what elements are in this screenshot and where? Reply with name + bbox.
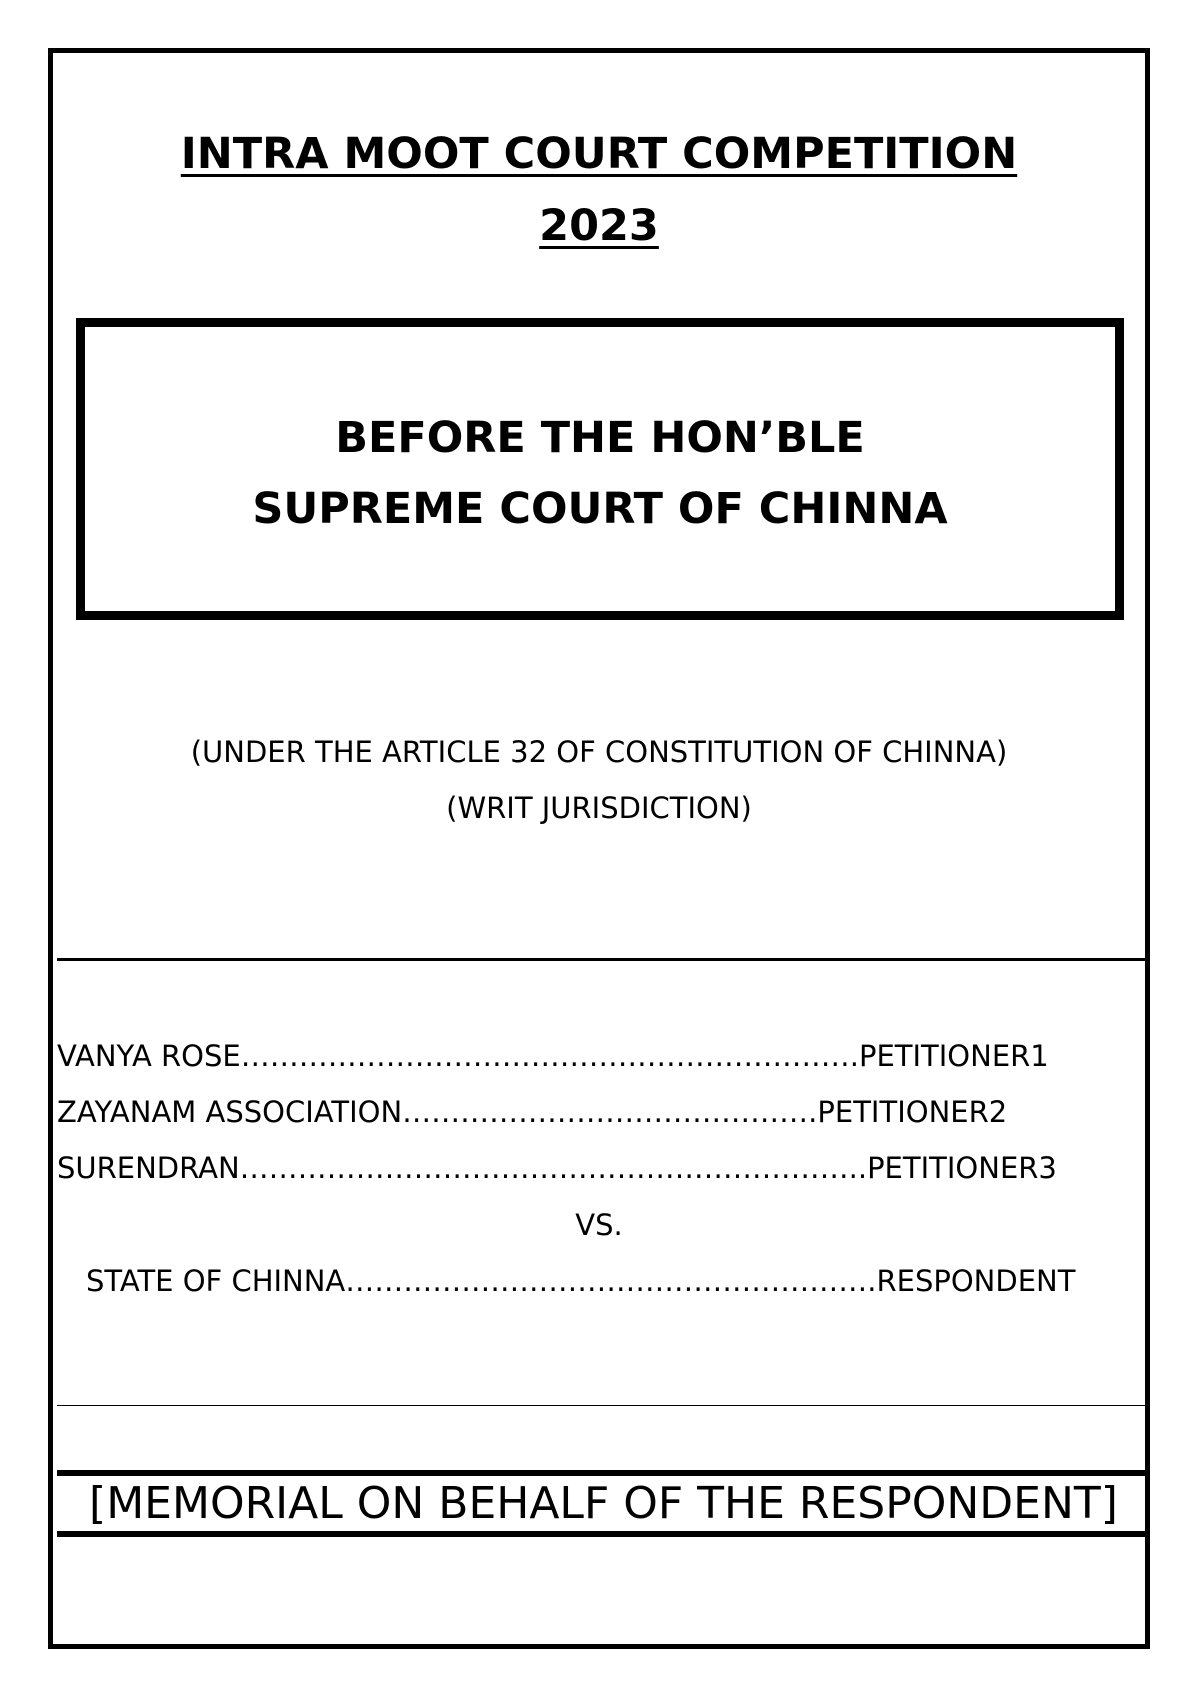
page-border <box>48 48 1150 1649</box>
memorial-label: [MEMORIAL ON BEHALF OF THE RESPONDENT] <box>89 1478 1118 1529</box>
jurisdiction-article: (UNDER THE ARTICLE 32 OF CONSTITUTION OF CHINNA) <box>190 735 1008 769</box>
court-box <box>76 318 1124 620</box>
memorial-bottom-rule <box>57 1531 1150 1537</box>
petitioner-3: SURENDRAN………………………………………………………..PETITIONER3 <box>57 1151 1057 1185</box>
petitioner-2: ZAYANAM ASSOCIATION…………………………………….PETITIONER2 <box>57 1095 1008 1129</box>
petitioner-1: VANYA ROSE……………………………………………………….PETITIONER1 <box>57 1039 1049 1073</box>
bottom-divider <box>57 1405 1150 1406</box>
court-line-1: BEFORE THE HON’BLE <box>335 413 865 463</box>
top-divider <box>57 958 1150 961</box>
jurisdiction-type: (WRIT JURISDICTION) <box>446 791 752 825</box>
competition-title-line1: INTRA MOOT COURT COMPETITION <box>180 129 1018 179</box>
competition-year: 2023 <box>539 201 659 251</box>
respondent: STATE OF CHINNA……………………………………………….RESPONDENT <box>86 1264 1076 1298</box>
versus-label: VS. <box>575 1208 623 1242</box>
memorial-top-rule <box>57 1470 1150 1476</box>
competition-title <box>48 118 1150 262</box>
court-line-2: SUPREME COURT OF CHINNA <box>252 484 948 534</box>
